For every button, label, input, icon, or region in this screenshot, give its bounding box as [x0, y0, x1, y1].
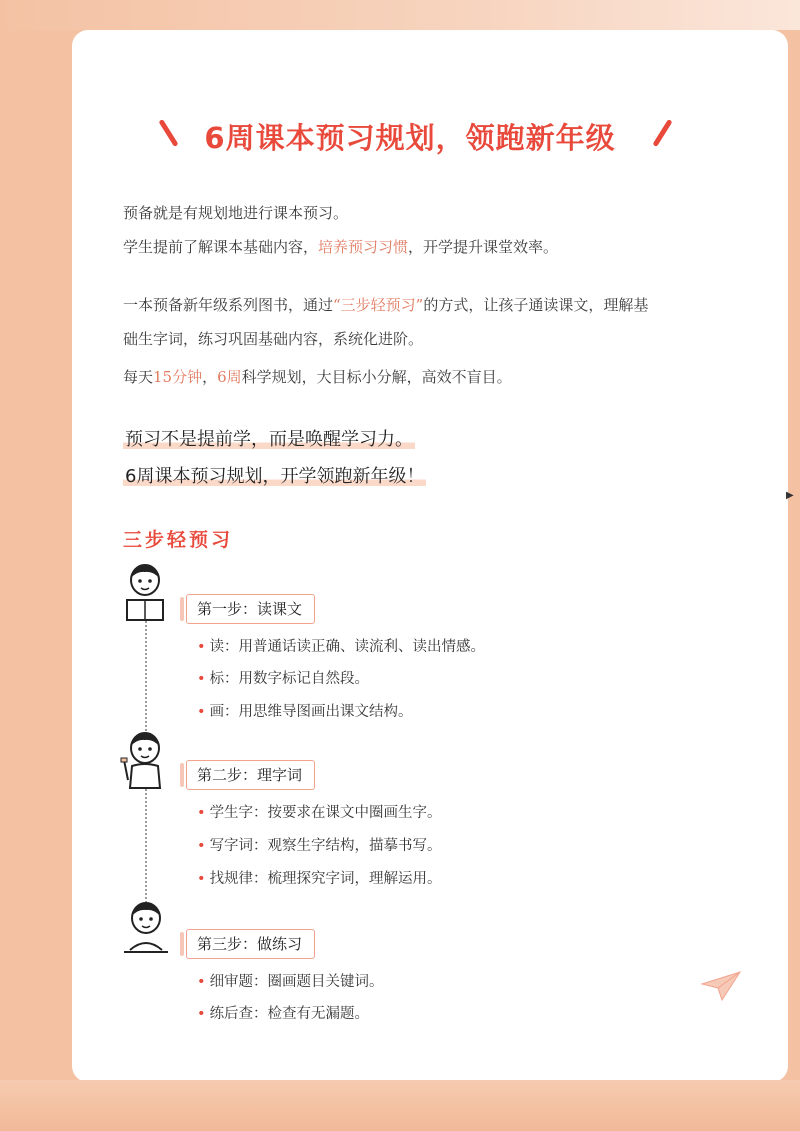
highlight-text: 培养预习习惯: [318, 238, 409, 256]
bullet-dot: •: [197, 704, 206, 720]
step-1-label: 第一步：读课文: [186, 594, 315, 624]
bullet-dot: •: [197, 639, 206, 655]
intro-line-1: [123, 202, 723, 224]
section-title: 三步轻预习: [123, 529, 234, 551]
list-item: [197, 1002, 369, 1023]
intro-text: 科学规划，大目标小分解，高效不盲目。: [241, 368, 512, 386]
bullet-dot: •: [197, 974, 206, 990]
intro-text: ，: [202, 368, 218, 386]
list-item-text: 画：用思维导图画出课文结构。: [209, 704, 413, 720]
intro-paragraph-2: [123, 294, 723, 316]
list-item: [197, 667, 369, 688]
reading-boy-icon: [120, 562, 170, 624]
list-item: [197, 635, 485, 656]
list-item-text: 读：用普通话读正确、读流利、读出情感。: [209, 639, 486, 655]
bullet-dot: •: [197, 805, 206, 821]
list-item-text: 写字词：观察生字结构，描摹书写。: [209, 838, 442, 854]
intro-text: 的方式，让孩子通读课文，理解基: [423, 296, 649, 314]
intro-text: 每天: [123, 368, 154, 386]
intro-text: 础生字词，练习巩固基础内容，系统化进阶。: [123, 330, 424, 348]
intro-text: 一本预备新年级系列图书，通过: [123, 296, 334, 314]
list-item: [197, 867, 442, 888]
slogan-line-2: 6周课本预习规划，开学领跑新年级！: [123, 462, 426, 488]
list-item-text: 练后查：检查有无漏题。: [209, 1006, 370, 1022]
bullet-dot: •: [197, 838, 206, 854]
intro-text: 学生提前了解课本基础内容，: [123, 238, 319, 256]
slogan-line-1: 预习不是提前学，而是唤醒学习力。: [123, 425, 415, 451]
list-item-text: 细审题：圈画题目关键词。: [209, 974, 384, 990]
highlight-text: 6周: [217, 368, 242, 386]
step-2-label: 第二步：理字词: [186, 760, 315, 790]
cursor-icon: ▶: [786, 490, 794, 501]
studying-boy-icon: [120, 900, 172, 960]
list-item-text: 学生字：按要求在课文中圈画生字。: [209, 805, 442, 821]
step-3-label: 第三步：做练习: [186, 929, 315, 959]
paper-plane-icon: [700, 970, 742, 1002]
highlight-text: “三步轻预习”: [333, 296, 424, 314]
list-item: [197, 700, 413, 721]
bullet-dot: •: [197, 671, 206, 687]
bullet-dot: •: [197, 871, 206, 887]
page-sheet: [72, 30, 788, 1082]
list-item-text: 标：用数字标记自然段。: [209, 671, 370, 687]
intro-text: 预备就是有规划地进行课本预习。: [123, 204, 349, 222]
intro-text: ，开学提升课堂效率。: [408, 238, 559, 256]
writing-boy-icon: [118, 730, 170, 792]
list-item: [197, 801, 442, 822]
bullet-dot: •: [197, 1006, 206, 1022]
page-title: 6周课本预习规划，领跑新年级: [204, 121, 616, 155]
intro-paragraph-2-line-2: [123, 328, 723, 350]
list-item: [197, 834, 442, 855]
top-strip: [0, 0, 800, 30]
intro-line-2: [123, 236, 723, 258]
list-item: [197, 970, 384, 991]
page-bottom-edge: [0, 1080, 800, 1131]
list-item-text: 找规律：梳理探究字词，理解运用。: [209, 871, 442, 887]
highlight-text: 15分钟: [153, 368, 203, 386]
intro-paragraph-3: [123, 366, 723, 388]
